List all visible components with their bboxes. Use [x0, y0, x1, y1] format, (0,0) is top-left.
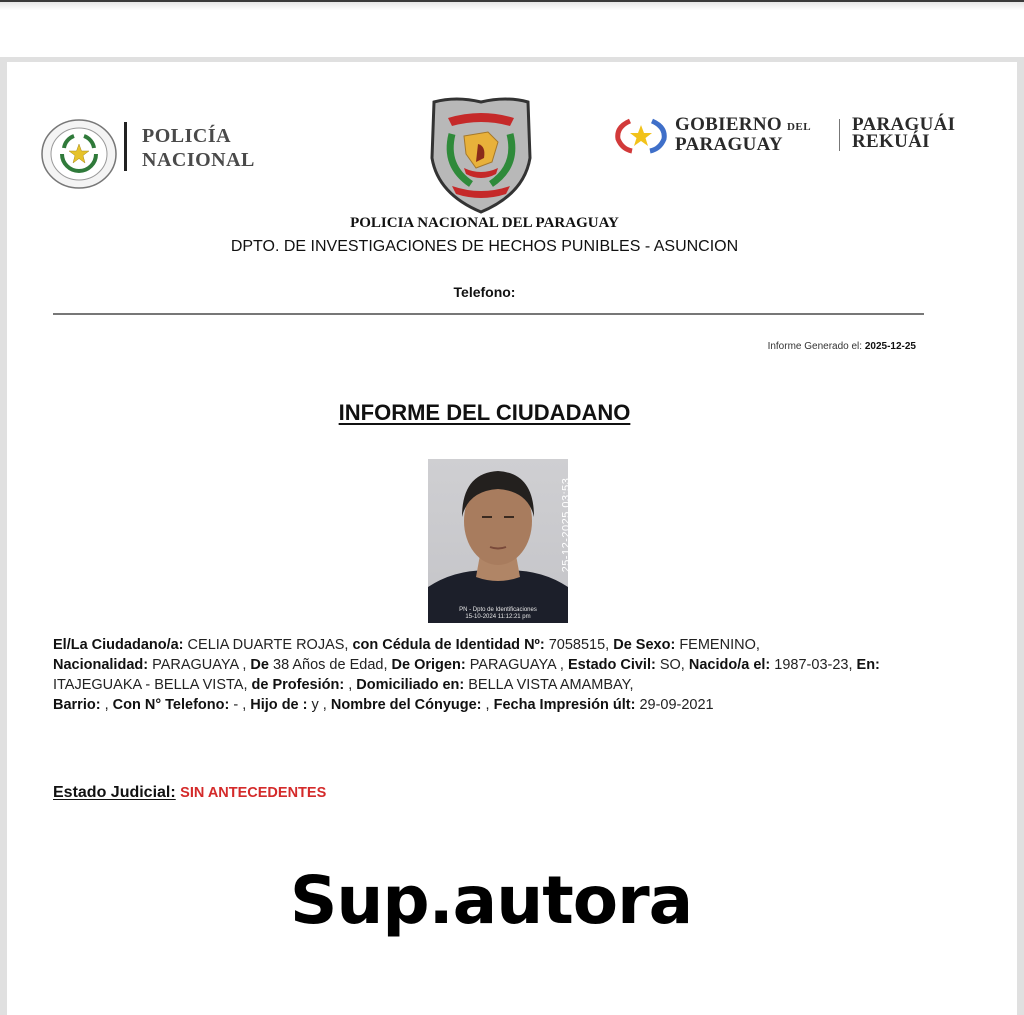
profession-value: ,	[348, 677, 353, 693]
origin-label: De Origen:	[391, 657, 466, 673]
logo-divider	[124, 122, 127, 171]
spouse-label: Nombre del Cónyuge:	[330, 697, 482, 713]
phone-label: Telefono:	[453, 284, 516, 300]
photo-caption-line2: 15-10-2024 11:12:21 pm	[465, 614, 531, 620]
id-number: 7058515,	[548, 637, 610, 653]
photo-timestamp: 25-12-2025 03:53	[560, 477, 573, 573]
gov-logo-divider	[839, 119, 840, 151]
parent-label: Hijo de :	[250, 697, 308, 713]
age-value: 38 Años de Edad,	[273, 657, 388, 673]
birth-place-value: ITAJEGUAKA - BELLA VISTA,	[53, 677, 248, 693]
generated-label: Informe Generado el:	[767, 341, 863, 352]
civil-status-value: SO,	[659, 657, 685, 673]
report-generated-date	[768, 341, 916, 352]
origin-value: PARAGUAYA ,	[469, 657, 564, 673]
portrait-image	[428, 459, 568, 623]
print-date-label: Fecha Impresión últ:	[493, 697, 636, 713]
id-label: con Cédula de Identidad Nº:	[352, 637, 545, 653]
gov-line1-small: DEL	[786, 121, 812, 133]
judicial-status-label: Estado Judicial:	[53, 784, 176, 801]
profession-label: de Profesión:	[251, 677, 345, 693]
birth-date-label: Nacido/a el:	[688, 657, 771, 673]
civil-status-label: Estado Civil:	[568, 657, 656, 673]
name-label: El/La Ciudadano/a:	[53, 637, 184, 653]
republic-seal-logo	[40, 118, 118, 190]
top-shadow	[0, 2, 1024, 10]
judicial-status	[53, 784, 326, 802]
nationality-label: Nacionalidad:	[53, 657, 149, 673]
barrio-label: Barrio:	[53, 697, 101, 713]
slogan-logo-text	[852, 116, 955, 150]
citizen-phone-value: - ,	[233, 697, 247, 713]
address-value: BELLA VISTA AMAMBAY,	[468, 677, 634, 693]
citizen-phone-label: Con N° Telefono:	[112, 697, 230, 713]
sex-label: De Sexo:	[613, 637, 676, 653]
gov-line2: PARAGUAY	[675, 134, 783, 155]
header-divider	[53, 313, 924, 315]
slogan-line1: PARAGUÁI	[852, 114, 956, 135]
birth-place-label: En:	[856, 657, 880, 673]
barrio-value: ,	[104, 697, 109, 713]
logo-text-line1: POLICÍA	[142, 125, 232, 147]
report-title: INFORME DEL CIUDADANO	[338, 400, 631, 425]
age-label: De	[250, 657, 269, 673]
government-flag-icon	[614, 117, 668, 153]
sex-value: FEMENINO,	[679, 637, 760, 653]
photo-caption-line1: PN - Dpto de Identificaciones	[459, 607, 537, 613]
spouse-value: ,	[485, 697, 490, 713]
print-date-value: 29-09-2021	[639, 697, 714, 713]
photo-caption	[428, 607, 568, 621]
citizen-photo	[428, 459, 573, 623]
policia-nacional-logo-text	[142, 124, 255, 172]
generated-date: 2025-12-25	[864, 341, 916, 352]
address-label: Domiciliado en:	[356, 677, 465, 693]
overlay-caption: Sup.autora	[289, 862, 693, 939]
nationality-value: PARAGUAYA ,	[152, 657, 247, 673]
birth-date-value: 1987-03-23,	[774, 657, 853, 673]
slogan-line2: REKUÁI	[852, 131, 930, 152]
gobierno-logo-text	[675, 116, 811, 153]
parent-value: y ,	[311, 697, 327, 713]
citizen-name: CELIA DUARTE ROJAS,	[187, 637, 349, 653]
org-title: POLICIA NACIONAL DEL PARAGUAY	[350, 215, 619, 231]
citizen-details	[53, 635, 933, 715]
judicial-status-value: SIN ANTECEDENTES	[180, 785, 327, 801]
police-badge-logo	[426, 96, 536, 214]
gov-line1: GOBIERNO	[675, 114, 782, 135]
department-title: DPTO. DE INVESTIGACIONES DE HECHOS PUNIBLES - ASUNCION	[230, 238, 739, 255]
document-page	[7, 62, 1017, 1015]
logo-text-line2: NACIONAL	[142, 149, 255, 171]
